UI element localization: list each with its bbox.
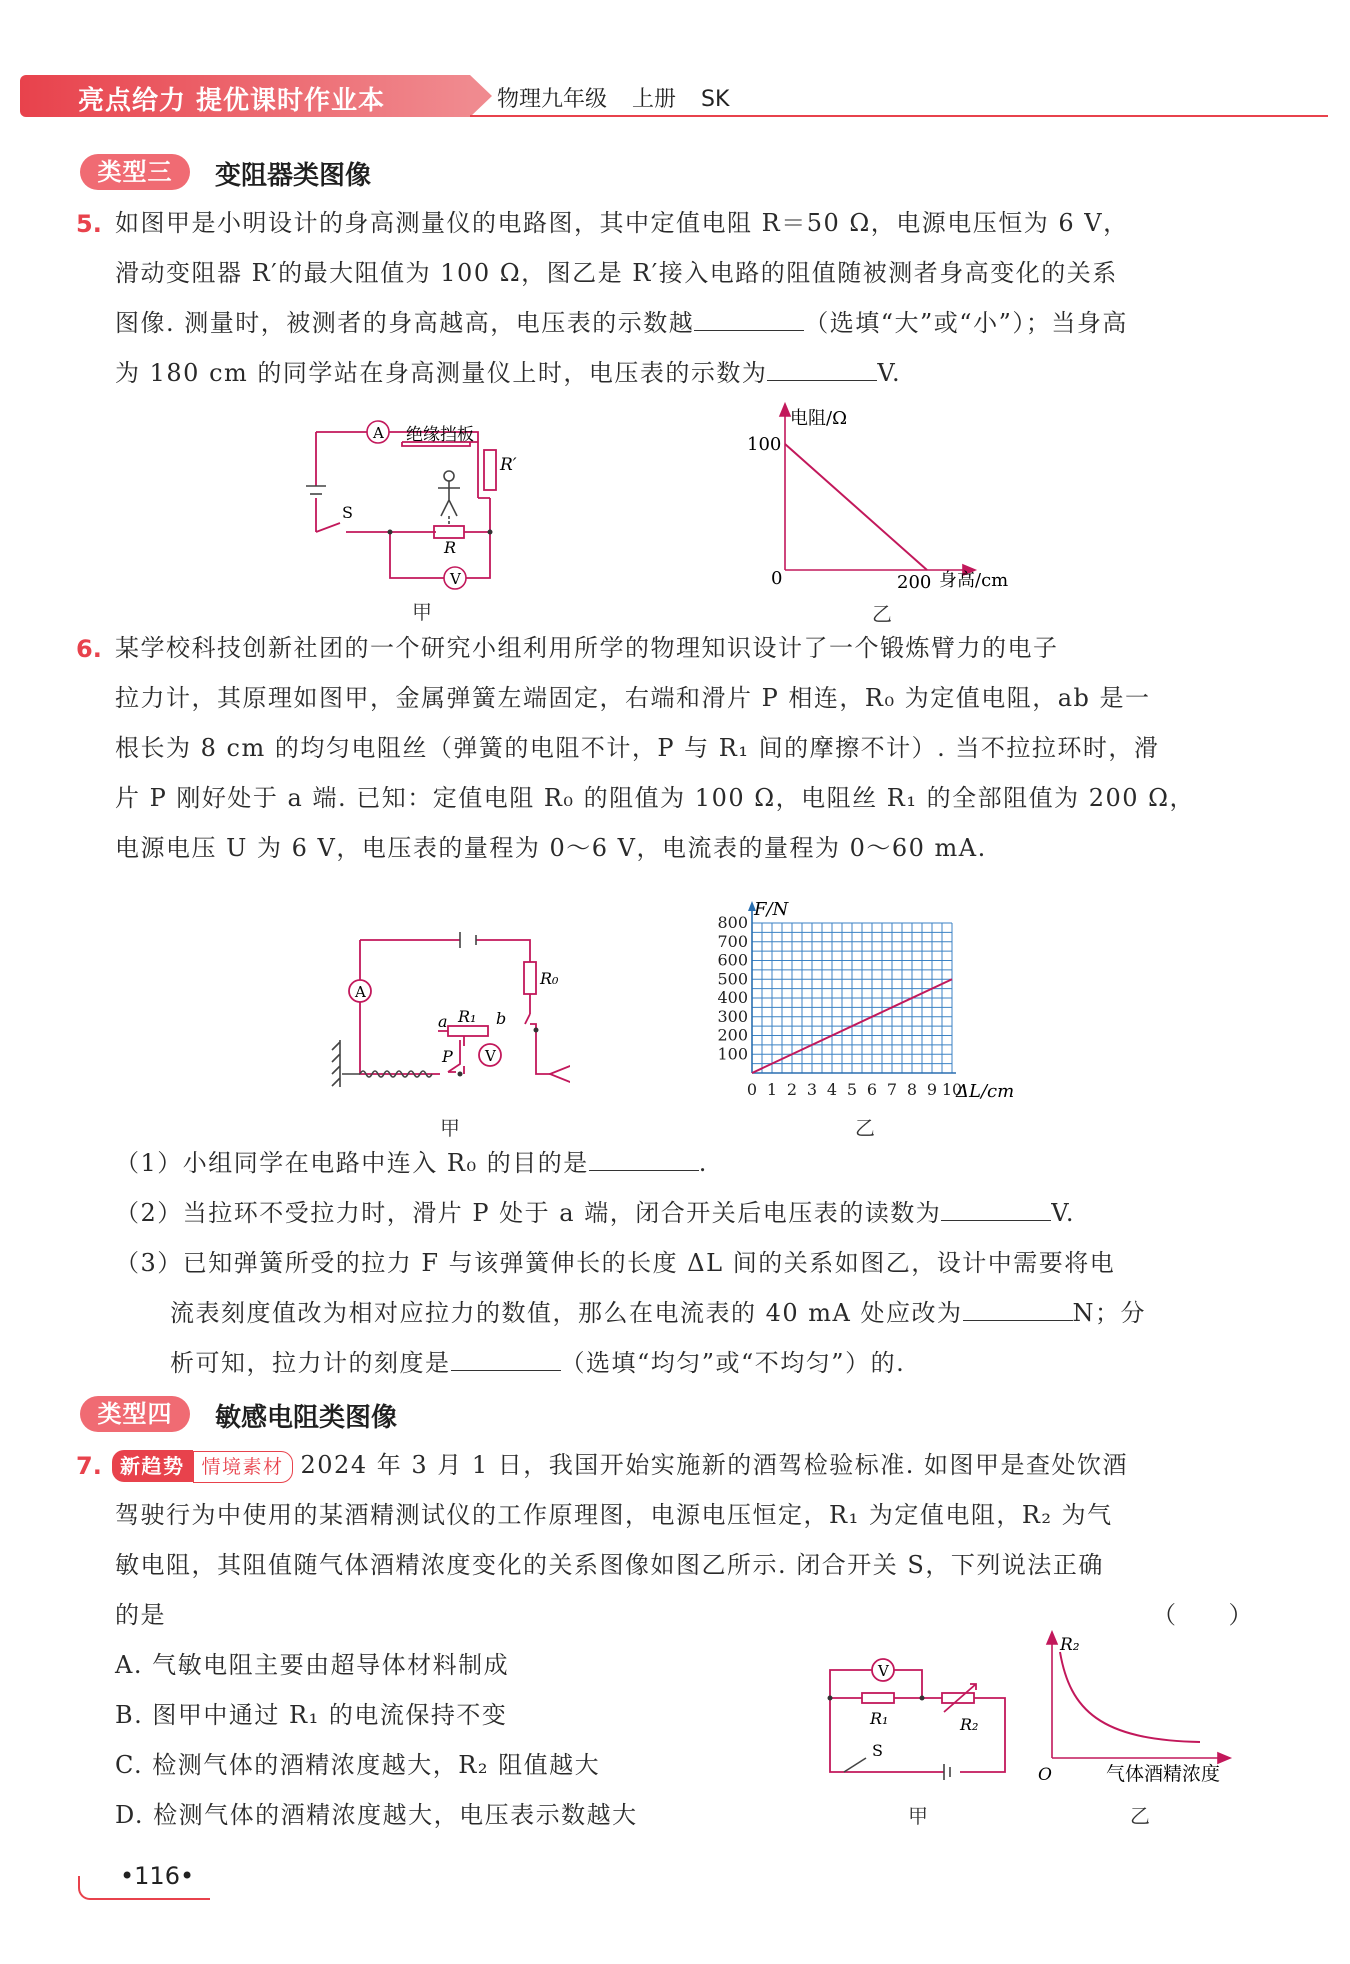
option-c[interactable]: C. 检测气体的酒精浓度越大，R₂ 阻值越大: [115, 1751, 601, 1779]
header-info: 物理九年级 上册 SK: [497, 87, 730, 112]
x-tick-label: 9: [926, 1080, 938, 1099]
trend-tag: 新趋势: [112, 1450, 193, 1482]
q5-line: [115, 308, 1128, 338]
q5-line: [115, 358, 901, 388]
answer-blank[interactable]: [589, 1148, 699, 1171]
section-badge: 类型四: [80, 1396, 190, 1432]
q7-line: 敏电阻，其阻值随气体酒精浓度变化的关系图像如图乙所示. 闭合开关 S，下列说法正确: [115, 1551, 1104, 1579]
answer-blank[interactable]: [451, 1348, 561, 1371]
ammeter-label: A: [373, 424, 384, 442]
x-axis-label: 身高/cm: [939, 570, 1009, 591]
insulating-board-label: 绝缘挡板: [406, 425, 474, 445]
question-number: 7.: [76, 1452, 102, 1480]
q6-sub-question: （3）已知弹簧所受的拉力 F 与该弹簧伸长的长度 ΔL 间的关系如图乙，设计中需要将电: [115, 1249, 1116, 1277]
answer-blank[interactable]: [963, 1298, 1073, 1321]
option-d[interactable]: D. 检测气体的酒精浓度越大，电压表示数越大: [115, 1801, 638, 1829]
y-axis-label: 电阻/Ω: [790, 408, 847, 429]
figure-caption: 乙: [872, 602, 892, 626]
q6-sub-question: [170, 1348, 905, 1378]
q5-text: 图像. 测量时，被测者的身高越高，电压表的示数越: [115, 309, 695, 337]
question-number: 6.: [76, 635, 102, 663]
x-tick-label: 3: [806, 1080, 818, 1099]
answer-paren[interactable]: （ ）: [1152, 1601, 1254, 1629]
q5-text: （选填“大”或“小”）；当身高: [804, 309, 1128, 337]
x-tick-label: 10: [941, 1080, 963, 1099]
x-axis-label: ΔL/cm: [956, 1081, 1015, 1102]
y-tick-label: 100: [717, 1044, 748, 1064]
q6-line: 某学校科技创新社团的一个研究小组利用所学的物理知识设计了一个锻炼臂力的电子: [115, 634, 1059, 662]
x-tick-label: 7: [886, 1080, 898, 1099]
answer-blank[interactable]: [694, 308, 804, 331]
y-tick-label: 800: [717, 913, 748, 932]
q6-force-extension-chart: [700, 895, 1040, 1110]
voltmeter-label: V: [878, 1662, 889, 1680]
end-b-label: b: [496, 1009, 507, 1028]
q7-line: 驾驶行为中使用的某酒精测试仪的工作原理图，电源电压恒定，R₁ 为定值电阻，R₂ 为气: [115, 1501, 1113, 1529]
q5-text: V.: [877, 359, 902, 387]
q6-sub3-unit: N；分: [1072, 1299, 1147, 1327]
q6-line: 片 P 刚好处于 a 端. 已知：定值电阻 R₀ 的阻值为 100 Ω，电阻丝 R₁ 的全部阻值为 200 Ω，: [115, 784, 1196, 812]
q5-resistance-height-graph: [735, 400, 1025, 600]
header-brand: 亮点给力 提优课时作业本: [78, 86, 386, 116]
voltmeter-label: V: [485, 1047, 496, 1065]
context-tag: 情境素材: [193, 1451, 293, 1483]
q6-sub2-end: V.: [1051, 1199, 1076, 1227]
y-tick-label: 400: [717, 988, 748, 1007]
y-tick-label: 300: [717, 1006, 748, 1026]
y-tick-label: 200: [717, 1025, 748, 1045]
y-tick-label: 600: [717, 950, 748, 970]
x-tick-label: 0: [746, 1080, 758, 1099]
q5-line: 如图甲是小明设计的身高测量仪的电路图，其中定值电阻 R＝50 Ω，电源电压恒为 6 V，: [115, 209, 1129, 237]
q7-r2-concentration-graph: [1030, 1630, 1250, 1790]
option-b[interactable]: B. 图甲中通过 R₁ 的电流保持不变: [115, 1701, 508, 1729]
q6-circuit-diagram: [330, 922, 570, 1102]
q6-line: 拉力计，其原理如图甲，金属弹簧左端固定，右端和滑片 P 相连，R₀ 为定值电阻，ab 是一: [115, 684, 1151, 712]
r1-label: R₁: [458, 1007, 477, 1026]
header-rule: [470, 115, 1328, 117]
q6-line: 根长为 8 cm 的均匀电阻丝（弹簧的电阻不计，P 与 R₁ 间的摩擦不计）. 当不拉拉环时，滑: [115, 734, 1160, 762]
r1-label: R₁: [870, 1709, 889, 1728]
y-tick-label: 100: [747, 434, 782, 455]
section-badge: 类型三: [80, 154, 190, 190]
x-tick-label: 6: [866, 1080, 878, 1099]
q5-line: 滑动变阻器 R′的最大阻值为 100 Ω，图乙是 R′接入电路的阻值随被测者身高变化的关系: [115, 259, 1118, 287]
y-axis-label: F/N: [754, 899, 789, 920]
end-a-label: a: [438, 1012, 448, 1031]
section-title: 敏感电阻类图像: [215, 1403, 398, 1433]
origin-label: 0: [771, 568, 783, 589]
q5-text: 为 180 cm 的同学站在身高测量仪上时，电压表的示数为: [115, 359, 768, 387]
answer-blank[interactable]: [941, 1198, 1051, 1221]
figure-caption: 甲: [412, 600, 432, 624]
switch-label: S: [872, 1741, 883, 1760]
y-tick-label: 700: [717, 931, 748, 951]
x-tick-label: 8: [906, 1080, 918, 1099]
q7-text: 2024 年 3 月 1 日，我国开始实施新的酒驾检验标准. 如图甲是查处饮酒: [300, 1451, 1129, 1479]
r0-label: R₀: [540, 969, 559, 988]
y-axis-label: R₂: [1060, 1635, 1080, 1655]
r-prime-label: R′: [500, 455, 517, 475]
q6-line: 电源电压 U 为 6 V，电压表的量程为 0～6 V，电流表的量程为 0～60 mA.: [115, 834, 987, 862]
figure-caption: 甲: [908, 1804, 928, 1828]
q6-sub3-end: （选填“均匀”或“不均匀”）的.: [560, 1349, 906, 1377]
figure-caption: 乙: [855, 1116, 875, 1140]
figure-caption: 乙: [1130, 1804, 1150, 1828]
x-tick-label: 4: [826, 1080, 838, 1099]
chart-grid: [752, 923, 952, 1073]
q6-sub1-text: （1）小组同学在电路中连入 R₀ 的目的是: [115, 1149, 589, 1177]
x-axis-label: 气体酒精浓度: [1106, 1763, 1221, 1785]
q7-line: 的是: [115, 1601, 166, 1629]
origin-label: O: [1038, 1765, 1052, 1785]
voltmeter-label: V: [450, 570, 461, 588]
q5-circuit-diagram: [300, 408, 540, 598]
slider-p-label: P: [442, 1047, 453, 1066]
q6-sub1-end: .: [698, 1149, 708, 1177]
q6-sub3-text: 流表刻度值改为相对应拉力的数值，那么在电流表的 40 mA 处应改为: [170, 1299, 963, 1327]
q6-sub2-text: （2）当拉环不受拉力时，滑片 P 处于 a 端，闭合开关后电压表的读数为: [115, 1199, 942, 1227]
section-title: 变阻器类图像: [215, 161, 372, 191]
q6-sub-question: [115, 1198, 1075, 1228]
x-tick-label: 2: [786, 1080, 798, 1099]
q6-sub-question: [115, 1148, 708, 1178]
x-tick-label: 1: [766, 1080, 778, 1099]
q7-circuit-diagram: [820, 1638, 1020, 1788]
switch-label: S: [342, 503, 353, 522]
figure-caption: 甲: [440, 1116, 460, 1140]
ammeter-label: A: [355, 983, 366, 1001]
y-tick-label: 500: [717, 969, 748, 989]
x-tick-label: 200: [897, 572, 932, 593]
x-tick-label: 5: [846, 1080, 858, 1099]
option-a[interactable]: A. 气敏电阻主要由超导体材料制成: [115, 1651, 510, 1679]
page-number: •116•: [120, 1862, 195, 1890]
question-number: 5.: [76, 210, 102, 238]
q7-line: [112, 1450, 1128, 1483]
r2-label: R₂: [960, 1715, 979, 1734]
q6-sub-question: [170, 1298, 1146, 1328]
answer-blank[interactable]: [767, 358, 877, 381]
r-label: R: [444, 538, 457, 557]
q6-sub3-text: 析可知，拉力计的刻度是: [170, 1349, 451, 1377]
